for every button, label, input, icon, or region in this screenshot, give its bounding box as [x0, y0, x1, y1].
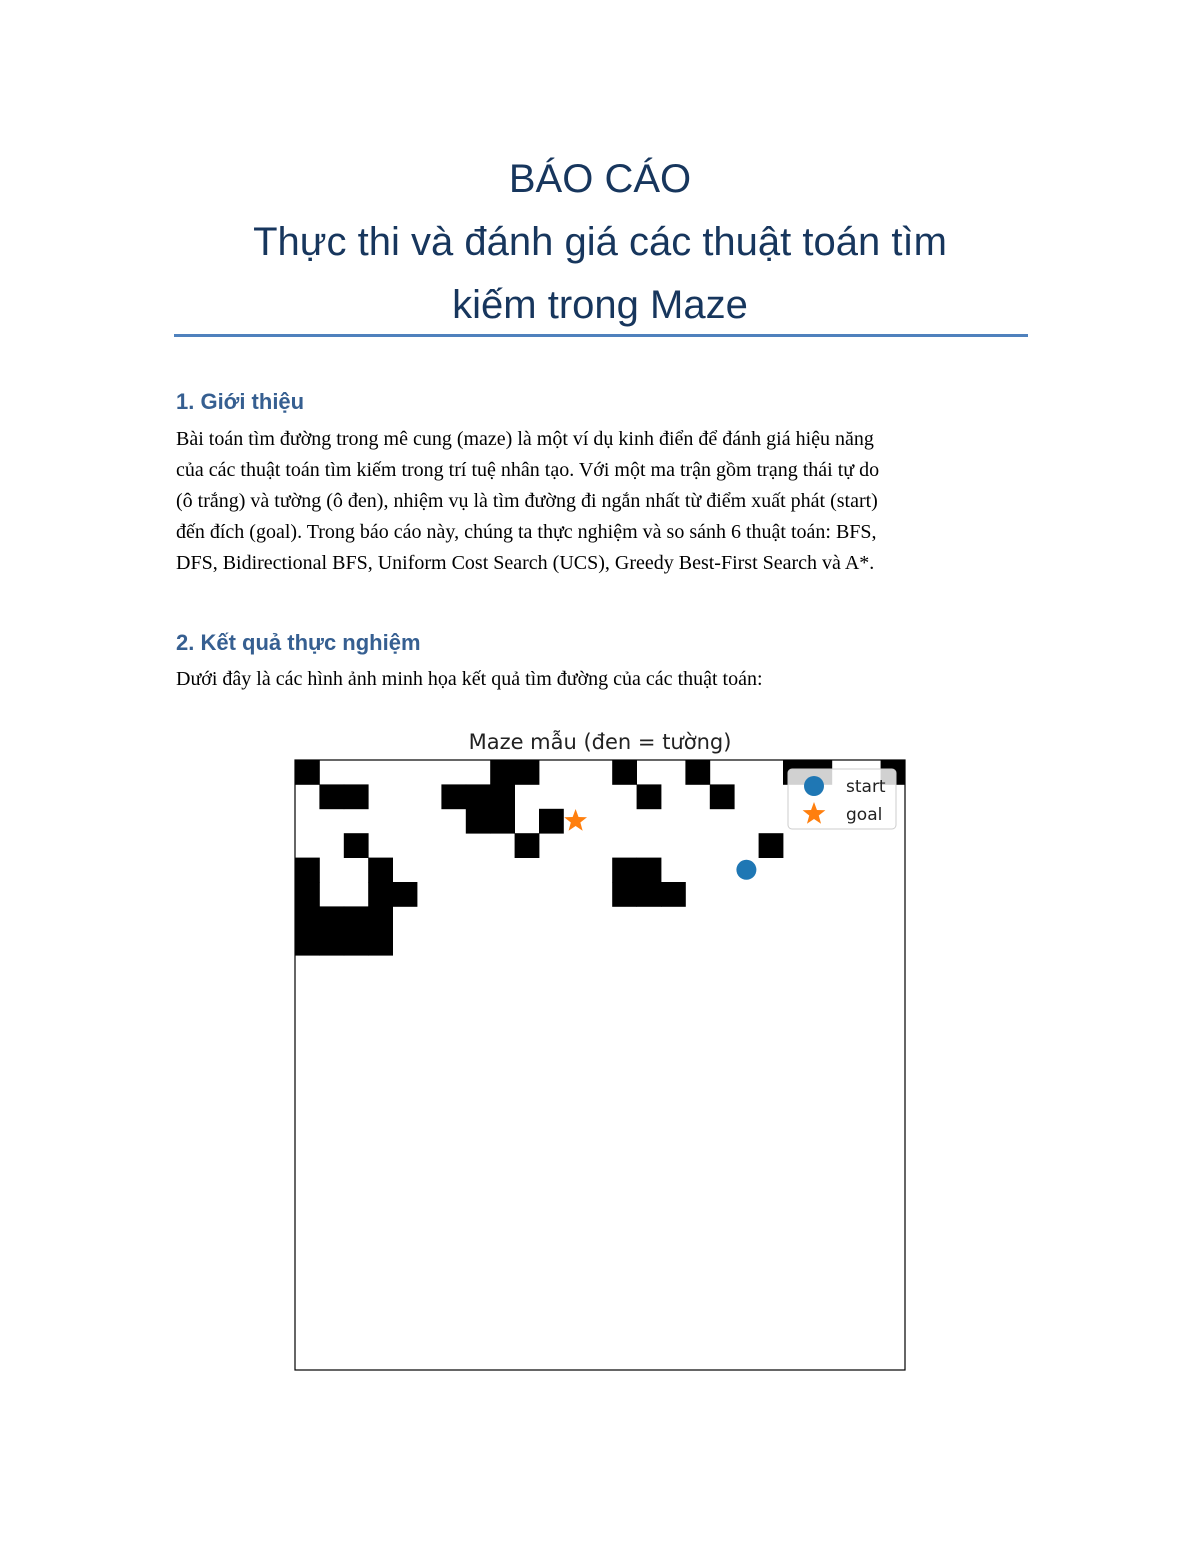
title-underline: [174, 334, 1028, 337]
paragraph-line: DFS, Bidirectional BFS, Uniform Cost Search (UCS), Greedy Best-First Search và A*.: [176, 552, 875, 574]
maze-wall-cell: [295, 882, 320, 907]
maze-wall-cell: [637, 858, 662, 883]
title-line-1: BÁO CÁO: [508, 157, 692, 201]
maze-wall-cell: [466, 809, 491, 834]
paragraph-line: của các thuật toán tìm kiếm trong trí tuệ nhân tạo. Với một ma trận gồm trạng thái tự do: [176, 459, 880, 481]
maze-wall-cell: [661, 882, 686, 907]
maze-chart: [280, 722, 930, 1382]
maze-wall-cell: [319, 784, 344, 809]
maze-wall-cell: [490, 784, 515, 809]
maze-wall-cell: [612, 760, 637, 785]
maze-wall-cell: [344, 906, 369, 931]
maze-wall-cell: [612, 858, 637, 883]
maze-wall-cell: [368, 931, 393, 956]
maze-wall-cell: [515, 833, 540, 858]
chart-legend: [788, 769, 896, 829]
legend-start-label: start: [846, 777, 886, 797]
maze-wall-cell: [344, 833, 369, 858]
maze-wall-cell: [759, 833, 784, 858]
maze-wall-cell: [368, 882, 393, 907]
maze-wall-cell: [612, 882, 637, 907]
paragraph-line: (ô trắng) và tường (ô đen), nhiệm vụ là tìm đường đi ngắn nhất từ điểm xuất phát (start): [176, 490, 878, 512]
maze-wall-cell: [490, 760, 515, 785]
report-title: [174, 148, 1026, 337]
maze-figure: [280, 722, 930, 1382]
maze-wall-cell: [515, 760, 540, 785]
section-2-heading: 2. Kết quả thực nghiệm: [176, 630, 421, 655]
section-1-heading: 1. Giới thiệu: [176, 389, 305, 414]
maze-wall-cell: [466, 784, 491, 809]
paragraph-line: đến đích (goal). Trong báo cáo này, chúng ta thực nghiệm và so sánh 6 thuật toán: BFS,: [176, 521, 877, 543]
chart-title: Maze mẫu (đen = tường): [468, 730, 732, 754]
section-2-paragraph: [176, 664, 1026, 695]
maze-wall-cell: [393, 882, 418, 907]
maze-wall-cell: [637, 784, 662, 809]
maze-wall-cell: [685, 760, 710, 785]
maze-wall-cell: [295, 760, 320, 785]
maze-wall-cell: [319, 931, 344, 956]
paragraph-line: Bài toán tìm đường trong mê cung (maze) là một ví dụ kinh điển để đánh giá hiệu năng: [176, 428, 874, 450]
legend-start-marker: [804, 776, 824, 796]
start-marker: [736, 860, 756, 880]
maze-wall-cell: [295, 931, 320, 956]
maze-wall-cell: [368, 906, 393, 931]
title-line-2: Thực thi và đánh giá các thuật toán tìm: [253, 220, 947, 264]
maze-wall-cell: [710, 784, 735, 809]
legend-goal-label: goal: [846, 805, 883, 825]
maze-wall-cell: [441, 784, 466, 809]
title-line-3: kiếm trong Maze: [452, 283, 748, 327]
maze-wall-cell: [295, 906, 320, 931]
maze-wall-cell: [344, 931, 369, 956]
maze-wall-cell: [637, 882, 662, 907]
section-1-paragraph: [176, 424, 1026, 579]
maze-frame: [295, 760, 905, 1370]
goal-marker: [564, 809, 587, 831]
maze-wall-cell: [368, 858, 393, 883]
paragraph-line: Dưới đây là các hình ảnh minh họa kết quả tìm đường của các thuật toán:: [176, 668, 763, 690]
maze-wall-cell: [319, 906, 344, 931]
maze-wall-cell: [344, 784, 369, 809]
maze-wall-cell: [295, 858, 320, 883]
maze-wall-cell: [490, 809, 515, 834]
maze-wall-cell: [539, 809, 564, 834]
